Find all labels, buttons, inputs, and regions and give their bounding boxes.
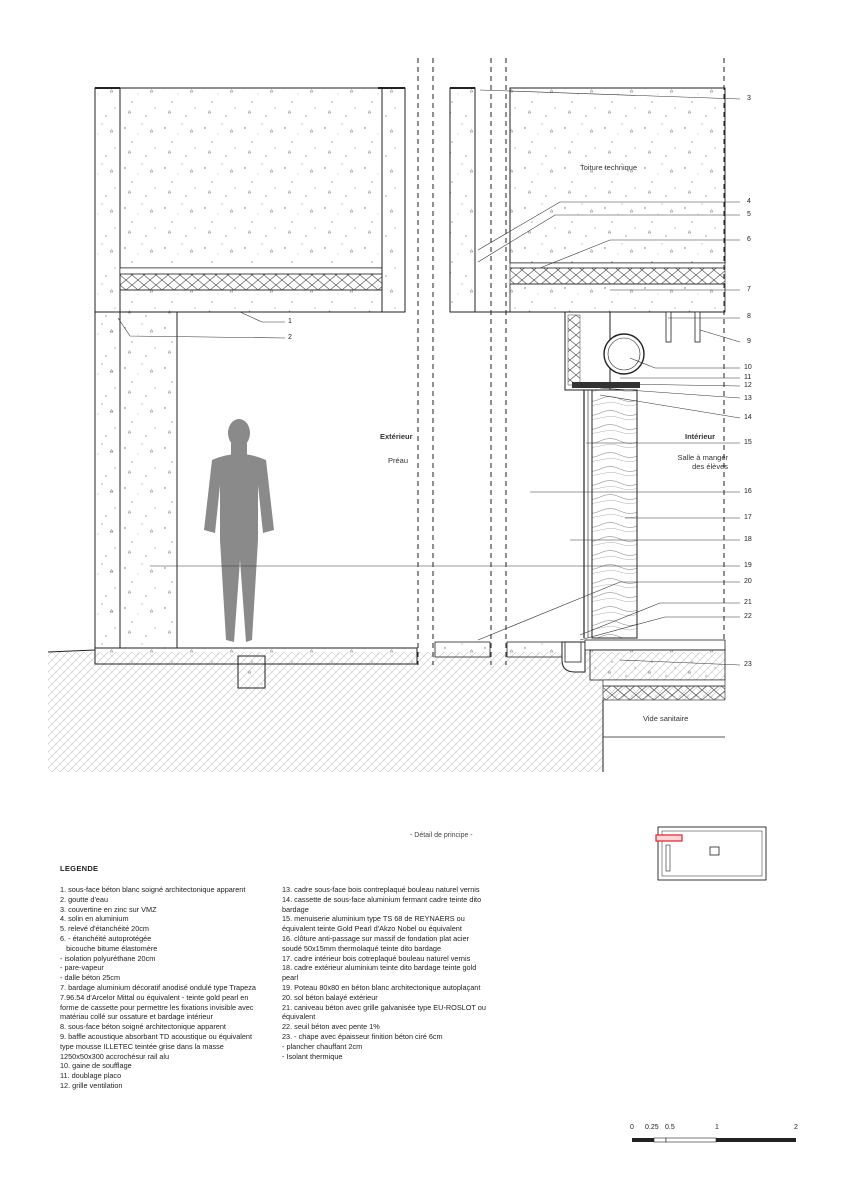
label-toiture: Toiture technique [580, 163, 638, 172]
detail-caption: - Détail de principe - [410, 832, 473, 839]
legend-item: 20. sol béton balayé extérieur [282, 992, 378, 1002]
label-salle: Salle à manger des élèves [677, 453, 728, 471]
legend-item: - Isolant thermique [282, 1051, 343, 1061]
key-plan [656, 827, 766, 880]
scale-label: 2 [794, 1124, 798, 1131]
legend-item: 17. cadre intérieur bois cotreplaqué bouleau naturel vernis [282, 953, 471, 963]
callout-number: 1 [288, 318, 292, 325]
legend-item: 14. cassette de sous-face aluminium fermant cadre teinte dito bardage [282, 894, 484, 914]
left-roof-slab [120, 88, 382, 268]
callout-number: 6 [747, 236, 751, 243]
callout-number: 2 [288, 334, 292, 341]
scale-label: 0.5 [665, 1124, 675, 1131]
callout-number: 10 [744, 364, 752, 371]
callout-number: 20 [744, 578, 752, 585]
callout-number: 16 [744, 488, 752, 495]
legend-item: - isolation polyuréthane 20cm [60, 953, 156, 963]
callout-number: 9 [747, 338, 751, 345]
legend-item: 7. bardage aluminium décoratif anodisé ondulé type Trapeza 7.96.54 d'Arcelor Mittal ou équivalent - teinte gold pearl en forme de cassette pour permettre les fixations invisible avec matériau collé sur ossature et bardage intérieur [60, 982, 258, 1022]
legend-item: 15. menuiserie aluminium type TS 68 de REYNAERS ou équivalent teinte Gold Pearl d'Akzo Nobel ou équivalent [282, 914, 467, 934]
callout-number: 14 [744, 414, 752, 421]
legend-item: 3. couvertine en zinc sur VMZ [60, 904, 157, 914]
callout-number: 18 [744, 536, 752, 543]
legend-item: 16. clôture anti-passage sur massif de fondation plat acier soudé 50x15mm thermolaqué teinte dito bardage [282, 933, 472, 953]
callout-number: 13 [744, 395, 752, 402]
callout-number: 3 [747, 95, 751, 102]
scale-bar [632, 1138, 796, 1142]
human-figure [204, 419, 274, 642]
legend-item: 4. solin en aluminium [60, 914, 129, 924]
legend-item: - plancher chauffant 2cm [282, 1041, 363, 1051]
label-exterieur: Extérieur [380, 432, 413, 441]
callout-number: 22 [744, 613, 752, 620]
callout-number: 5 [747, 211, 751, 218]
callout-number: 12 [744, 382, 752, 389]
wood-frame [592, 390, 637, 638]
legend-item: 18. cadre extérieur aluminium teinte dito bardage teinte gold pearl [282, 963, 479, 983]
legend-item: 8. sous-face béton soigné architectonique apparent [60, 1022, 226, 1032]
callout-number: 15 [744, 439, 752, 446]
insulation-right [510, 268, 725, 284]
legend-item: 13. cadre sous-face bois contreplaqué bouleau naturel vernis [282, 885, 480, 894]
scale-label: 0 [630, 1124, 634, 1131]
scale-label: 1 [715, 1124, 719, 1131]
legend-item: 11. doublage placo [60, 1071, 122, 1081]
legend-column-1 [60, 885, 265, 1091]
callout-number: 23 [744, 661, 752, 668]
left-upstand [382, 88, 405, 312]
callout-number: 7 [747, 286, 751, 293]
legend-item: 1. sous-face béton blanc soigné architectonique apparent [60, 885, 246, 894]
right-upstand [450, 88, 475, 312]
callout-number: 19 [744, 562, 752, 569]
legend-item: 10. gaine de soufflage [60, 1061, 132, 1071]
legend-title: LEGENDE [60, 864, 99, 873]
label-interieur: Intérieur [685, 432, 716, 441]
legend-item: 12. grille ventilation [60, 1080, 123, 1090]
callout-number: 21 [744, 599, 752, 606]
legend-item: 23. - chape avec épaisseur finition béton ciré 6cm [282, 1031, 443, 1041]
right-roof-slab [510, 88, 725, 263]
label-vide: Vide sanitaire [643, 714, 689, 723]
legend-item: - pare-vapeur [60, 963, 104, 973]
ventilation-duct [604, 334, 644, 374]
callout-number: 17 [744, 514, 752, 521]
callout-number: 11 [744, 374, 752, 381]
legend-item: 19. Poteau 80x80 en béton blanc architectonique autoplaçant [282, 982, 481, 992]
callout-number: 4 [747, 198, 751, 205]
legend-column-2 [282, 885, 487, 1061]
legend-item: 2. goutte d'eau [60, 894, 109, 904]
legend-item: 21. caniveau béton avec grille galvanisée type EU-ROSLOT ou équivalent [282, 1002, 488, 1022]
legend-item: 22. seuil béton avec pente 1% [282, 1022, 380, 1032]
callout-number: 8 [747, 313, 751, 320]
legend-item: 5. relevé d'étanchéité 20cm [60, 924, 150, 934]
scale-label: 0.25 [645, 1124, 659, 1131]
label-preau: Préau [388, 456, 409, 465]
legend-item: 6. - étanchéité autoprotégée bicouche bitume élastomère [60, 933, 158, 953]
left-pillar [95, 312, 177, 648]
legend-item: 9. baffle acoustique absorbant TD acoustique ou équivalent type mousse ILLETEC teintée grise dans la masse 1250x50x300 accrochésur rail alu [60, 1031, 255, 1061]
legend-item: - dalle béton 25cm [60, 973, 121, 983]
crawl-space [603, 700, 725, 772]
insulation-left [120, 274, 382, 290]
